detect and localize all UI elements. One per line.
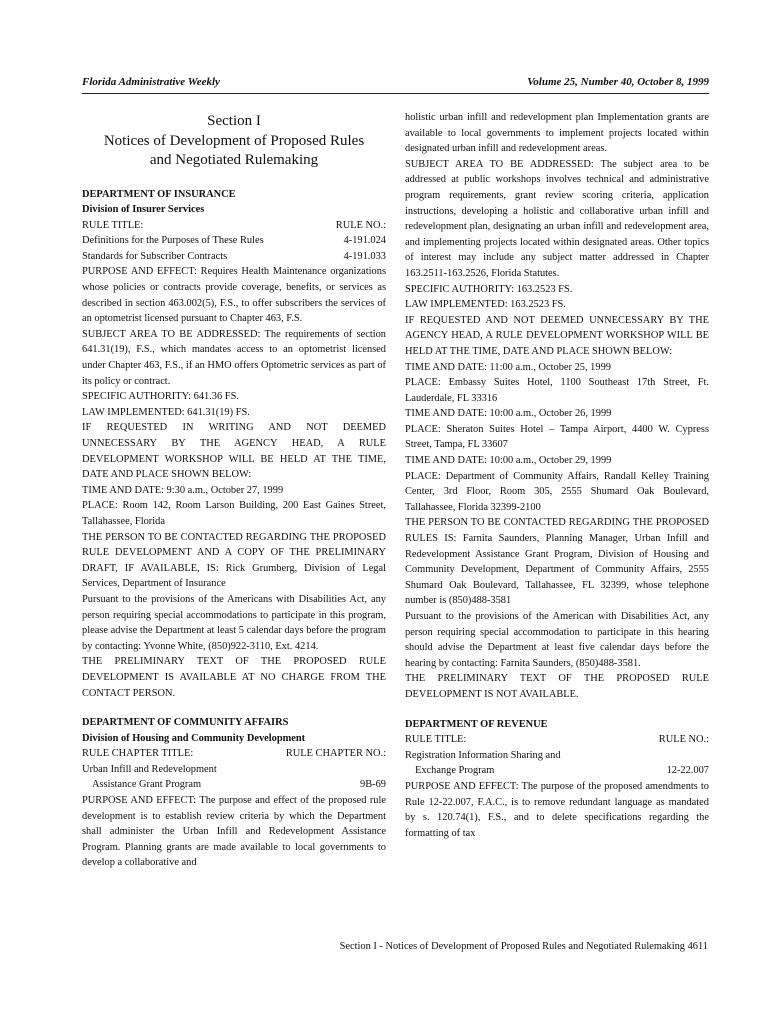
section-title-line1: Section I — [207, 113, 261, 129]
chapter-title-label: RULE CHAPTER TITLE: — [82, 748, 194, 760]
insurance-authority: SPECIFIC AUTHORITY: 641.36 FS. — [82, 391, 239, 403]
community-time-2: TIME AND DATE: 10:00 a.m., October 26, 1999 — [405, 408, 612, 420]
community-place-3: PLACE: Department of Community Affairs, Randall Kelley Training Center, 3rd Floor, Room 305, 2555 Shumard Oak Boulevard, Tallahassee, Florida 32399-2100 — [405, 470, 709, 513]
community-place-1: PLACE: Embassy Suites Hotel, 1100 Southeast 17th Street, Ft. Lauderdale, FL 33316 — [405, 377, 709, 404]
insurance-subject: SUBJECT AREA TO BE ADDRESSED: The requirements of section 641.31(19), F.S., which mandates access to an optometrist licensed under Chapter 463, F.S., if an HMO offers Optometric services as part of its policy or contract. — [82, 328, 386, 387]
community-dept-heading: DEPARTMENT OF COMMUNITY AFFAIRS — [82, 717, 289, 729]
right-column — [405, 110, 709, 841]
insurance-time: TIME AND DATE: 9:30 a.m., October 27, 1999 — [82, 484, 284, 496]
running-header — [82, 76, 709, 92]
insurance-prelim: THE PRELIMINARY TEXT OF THE PROPOSED RULE DEVELOPMENT IS AVAILABLE AT NO CHARGE FROM THE CONTACT PERSON. — [82, 656, 386, 699]
insurance-notice — [82, 187, 386, 702]
insurance-rule-row — [82, 249, 386, 265]
insurance-rule-header — [82, 218, 386, 234]
community-contact: THE PERSON TO BE CONTACTED REGARDING THE PROPOSED RULES IS: Farnita Saunders, Planning Manager, Urban Infill and Redevelopment Assistance Grant Program, Division of Housing and Community Development, Department of Community Affairs, 2555 Shumard Oak Boulevard, Tallahassee, FL 32399, whose telephone number is (850)488-3581 — [405, 517, 709, 607]
community-purpose-continued: holistic urban infill and redevelopment plan Implementation grants are available to local governments to implement projects located within designated urban infill and redevelopment areas. — [405, 112, 709, 155]
rule-number: 4-191.024 — [343, 235, 386, 247]
community-time-3: TIME AND DATE: 10:00 a.m., October 29, 1999 — [405, 455, 612, 467]
rule-title-label: RULE TITLE: — [405, 734, 467, 746]
community-ada: Pursuant to the provisions of the American with Disabilities Act, any person requiring special accommodation to participate in this hearing should advise the Department at least five calendar days before the hearing by contacting: Farnita Saunders, (850)488-3581. — [405, 611, 709, 669]
left-column — [82, 110, 386, 871]
chapter-number: 9B-69 — [360, 779, 386, 791]
community-law: LAW IMPLEMENTED: 163.2523 FS. — [405, 299, 566, 311]
rule-no-label: RULE NO.: — [335, 219, 386, 231]
insurance-division: Division of Insurer Services — [82, 204, 205, 216]
section-title-line2: Notices of Development of Proposed Rules — [103, 132, 365, 149]
revenue-purpose: PURPOSE AND EFFECT: The purpose of the proposed amendments to Rule 12-22.007, F.A.C., is to remove redundant language as mandated by s. 120.74(1), F.S., and to delete specifications regarding the formatting of tax — [405, 780, 709, 839]
community-if-requested: IF REQUESTED AND NOT DEEMED UNNECESSARY BY THE AGENCY HEAD, A RULE DEVELOPMENT WORKSHOP WILL BE HELD AT THE TIME, DATE AND PLACE SHOWN BELOW: — [405, 314, 709, 357]
community-notice-continued — [405, 110, 709, 703]
revenue-rule-header — [405, 732, 709, 748]
community-purpose: PURPOSE AND EFFECT: The purpose and effect of the proposed rule development is to establish review criteria by which the Department shall administer the Urban Infill and Redevelopment Assistance Program. Planning grants are made available to local governments to develop a collaborative and — [82, 795, 386, 869]
header-rule — [82, 93, 709, 94]
revenue-rule-title-line1: Registration Information Sharing and — [405, 749, 561, 761]
community-prelim: THE PRELIMINARY TEXT OF THE PROPOSED RULE DEVELOPMENT IS NOT AVAILABLE. — [405, 673, 709, 700]
insurance-contact: THE PERSON TO BE CONTACTED REGARDING THE PROPOSED RULE DEVELOPMENT AND A COPY OF THE PRELIMINARY DRAFT, IF AVAILABLE, IS: Rick Grumberg, Division of Legal Services, Department of Insurance — [82, 531, 386, 590]
section-title — [82, 112, 386, 171]
insurance-dept-heading: DEPARTMENT OF INSURANCE — [82, 188, 236, 200]
community-division: Division of Housing and Community Development — [82, 732, 306, 744]
rule-no-label: RULE NO.: — [658, 734, 709, 746]
spacer — [82, 701, 386, 715]
community-place-2: PLACE: Sheraton Suites Hotel – Tampa Airport, 4400 W. Cypress Street, Tampa, FL 33607 — [405, 423, 709, 451]
community-subject: SUBJECT AREA TO BE ADDRESSED: The subject area to be addressed at public workshops involves technical and administrative program requirements, grant review scoring criteria, application instructions, developing a holistic and collaborative urban infill and redevelopment plan, designating an urban infill and redevelopment area, and implementing projects located within designated areas. Other topics of interest may include any subject matter addressed in Chapter 163.2511-163.2526, Florida Statutes. — [405, 158, 709, 279]
chapter-title-line1: Urban Infill and Redevelopment — [82, 763, 217, 775]
publication-name: Florida Administrative Weekly — [82, 76, 220, 88]
rule-number: 4-191.033 — [343, 250, 386, 262]
insurance-law: LAW IMPLEMENTED: 641.31(19) FS. — [82, 406, 250, 418]
insurance-place: PLACE: Room 142, Room Larson Building, 200 East Gaines Street, Tallahassee, Florida — [82, 500, 386, 527]
insurance-ada: Pursuant to the provisions of the Americans with Disabilities Act, any person requiring special accommodations to participate in this program, please advise the Department at least 5 calendar days before the program by contacting: Yvonne White, (850)922-3110, Ext. 4214. — [82, 593, 386, 652]
community-chapter-row — [82, 777, 386, 793]
community-chapter-header — [82, 746, 386, 762]
spacer — [405, 703, 709, 717]
community-time-1: TIME AND DATE: 11:00 a.m., October 25, 1999 — [405, 361, 611, 373]
insurance-if-requested: IF REQUESTED IN WRITING AND NOT DEEMED UNNECESSARY BY THE AGENCY HEAD, A RULE DEVELOPMENT WORKSHOP WILL BE HELD AT THE TIME, DATE AND PLACE SHOWN BELOW: — [82, 422, 386, 481]
section-title-line3: and Negotiated Rulemaking — [149, 152, 319, 168]
revenue-notice — [405, 717, 709, 842]
community-authority: SPECIFIC AUTHORITY: 163.2523 FS. — [405, 283, 573, 295]
insurance-rule-row — [82, 233, 386, 249]
insurance-purpose: PURPOSE AND EFFECT: Requires Health Maintenance organizations whose policies or contracts provide coverage, benefits, or services as described in section 463.002(5), F.S., to offer subscribers the services of an optometrist licensed pursuant to Chapter 463, F.S. — [82, 266, 386, 325]
rule-title: Definitions for the Purposes of These Rules — [82, 235, 264, 247]
chapter-no-label: RULE CHAPTER NO.: — [285, 748, 386, 760]
page-footer: Section I - Notices of Development of Proposed Rules and Negotiated Rulemaking 4611 — [339, 941, 708, 952]
rule-title-label: RULE TITLE: — [82, 219, 144, 231]
issue-info: Volume 25, Number 40, October 8, 1999 — [527, 76, 709, 88]
community-notice — [82, 715, 386, 871]
rule-title: Standards for Subscriber Contracts — [82, 250, 228, 262]
chapter-title-line2: Assistance Grant Program — [92, 779, 202, 791]
revenue-rule-number: 12-22.007 — [666, 765, 709, 777]
revenue-rule-row — [405, 763, 709, 779]
revenue-rule-title-line2: Exchange Program — [415, 765, 495, 777]
revenue-dept-heading: DEPARTMENT OF REVENUE — [405, 718, 548, 730]
